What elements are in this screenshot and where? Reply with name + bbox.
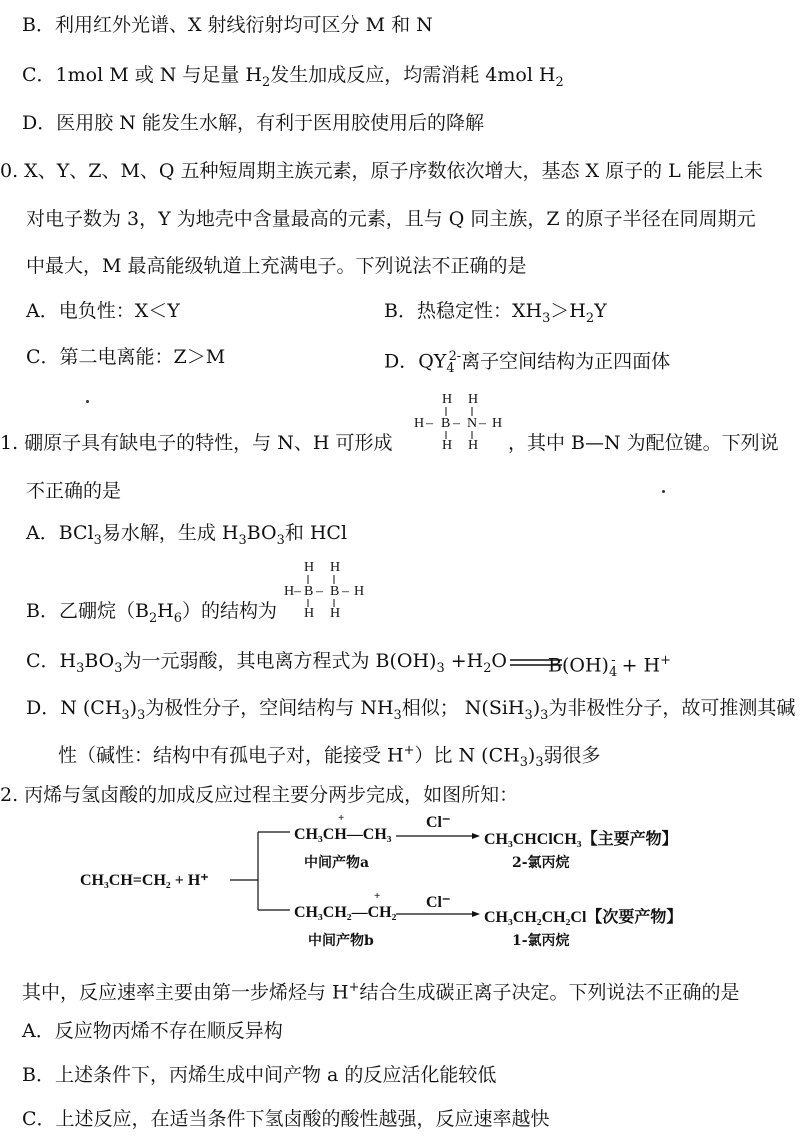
scan-speck [662, 490, 665, 493]
diborane-structure: H H H – B – B – H H H [284, 560, 365, 621]
q12-option-c: C．上述反应，在适当条件下氢卤酸的酸性越强，反应速率越快 [22, 1108, 550, 1130]
intermediate-a: CH₃CH—CH₃ [294, 826, 392, 843]
q12-stem-line2: 其中，反应速率主要由第一步烯烃与 H+结合生成碳正离子决定。下列说法不正确的是 [22, 980, 740, 1004]
product-a-name: 2-氯丙烷 [512, 855, 570, 871]
intermediate-b: CH₃CH₂—CH₂ [294, 904, 397, 921]
q9-option-c: C．1mol M 或 N 与足量 $H_2$发生加成反应，均需消耗 4mol $H_2$ [22, 64, 564, 90]
reagent-bottom: Cl⁻ [426, 894, 451, 911]
q10-option-a: A．电负性：X＜Y [26, 300, 180, 322]
scan-speck [86, 400, 89, 403]
q10-stem-line1: 0. X、Y、Z、M、Q 五种短周期主族元素，原子序数依次增大，基态 X 原子的 L 能层上未 [0, 160, 763, 182]
ammonia-borane-structure: H H H – B – N – H H H [414, 392, 503, 453]
product-b: CH₃CH₂CH₂Cl【次要产物】 [484, 909, 683, 926]
q11-stem-line1a: 1. 硼原子具有缺电子的特性，与 N、H 可形成 [0, 432, 393, 454]
q10-option-d: D．$QY_4^{2-}$离子空间结构为正四面体 [384, 349, 671, 377]
q9-option-b: B．利用红外光谱、X 射线衍射均可区分 M 和 N [22, 14, 433, 36]
q12-stem-line1: 2. 丙烯与氢卤酸的加成反应过程主要分两步完成，如图所知： [0, 784, 519, 806]
q11-option-c-product: $B(OH)_4^- + H^+$ [548, 653, 671, 681]
q12-option-b: B．上述条件下，丙烯生成中间产物 a 的反应活化能较低 [22, 1064, 497, 1086]
reactant: CH₃CH=CH₂ + H⁺ [80, 872, 209, 889]
q11-option-d-line1: D．N $(CH_3)_3$为极性分子，空间结构与 $NH_3$相似； $N(SiH_3)_3$为非极性分子，故可推测其碱 [26, 697, 796, 723]
carbocation-plus-b: + [374, 890, 381, 902]
q11-option-a: A．BCl$_3$易水解，生成 $H_3BO_3$和 HCl [26, 522, 348, 548]
intermediate-b-name: 中间产物b [308, 933, 374, 949]
reaction-scheme [80, 812, 720, 962]
q10-option-c: C．第二电离能：Z＞M [26, 346, 226, 368]
q11-option-b: B．乙硼烷$(B_2H_6)$的结构为 [26, 600, 277, 626]
product-a: CH₃CHClCH₃【主要产物】 [484, 831, 678, 848]
reagent-top: Cl⁻ [426, 814, 451, 831]
q12-option-a: A．反应物丙烯不存在顺反异构 [22, 1020, 283, 1042]
product-b-name: 1-氯丙烷 [512, 933, 570, 949]
q11-option-d-line2: 性（碱性：结构中有孤电子对，能接受 H+）比 N $(CH_3)_3$弱很多 [58, 743, 601, 771]
intermediate-a-name: 中间产物a [304, 855, 370, 871]
q9-option-d: D．医用胶 N 能发生水解，有利于医用胶使用后的降解 [22, 112, 484, 134]
q11-option-c: C．$H_3BO_3$为一元弱酸，其电离方程式为 $B(OH)_3 +H_2O$ [26, 650, 507, 676]
q10-option-b: B．热稳定性：$XH_3>H_2Y$ [384, 300, 607, 326]
q11-stem-line2: 不正确的是 [26, 480, 122, 502]
carbocation-plus-a: + [338, 812, 345, 824]
q11-stem-line1b: ，其中 B—N 为配位键。下列说 [508, 432, 779, 454]
q10-stem-line3: 中最大，M 最高能级轨道上充满电子。下列说法不正确的是 [26, 255, 527, 277]
q10-stem-line2: 对电子数为 3，Y 为地壳中含量最高的元素，且与 Q 同主族，Z 的原子半径在同周期元 [26, 208, 756, 230]
